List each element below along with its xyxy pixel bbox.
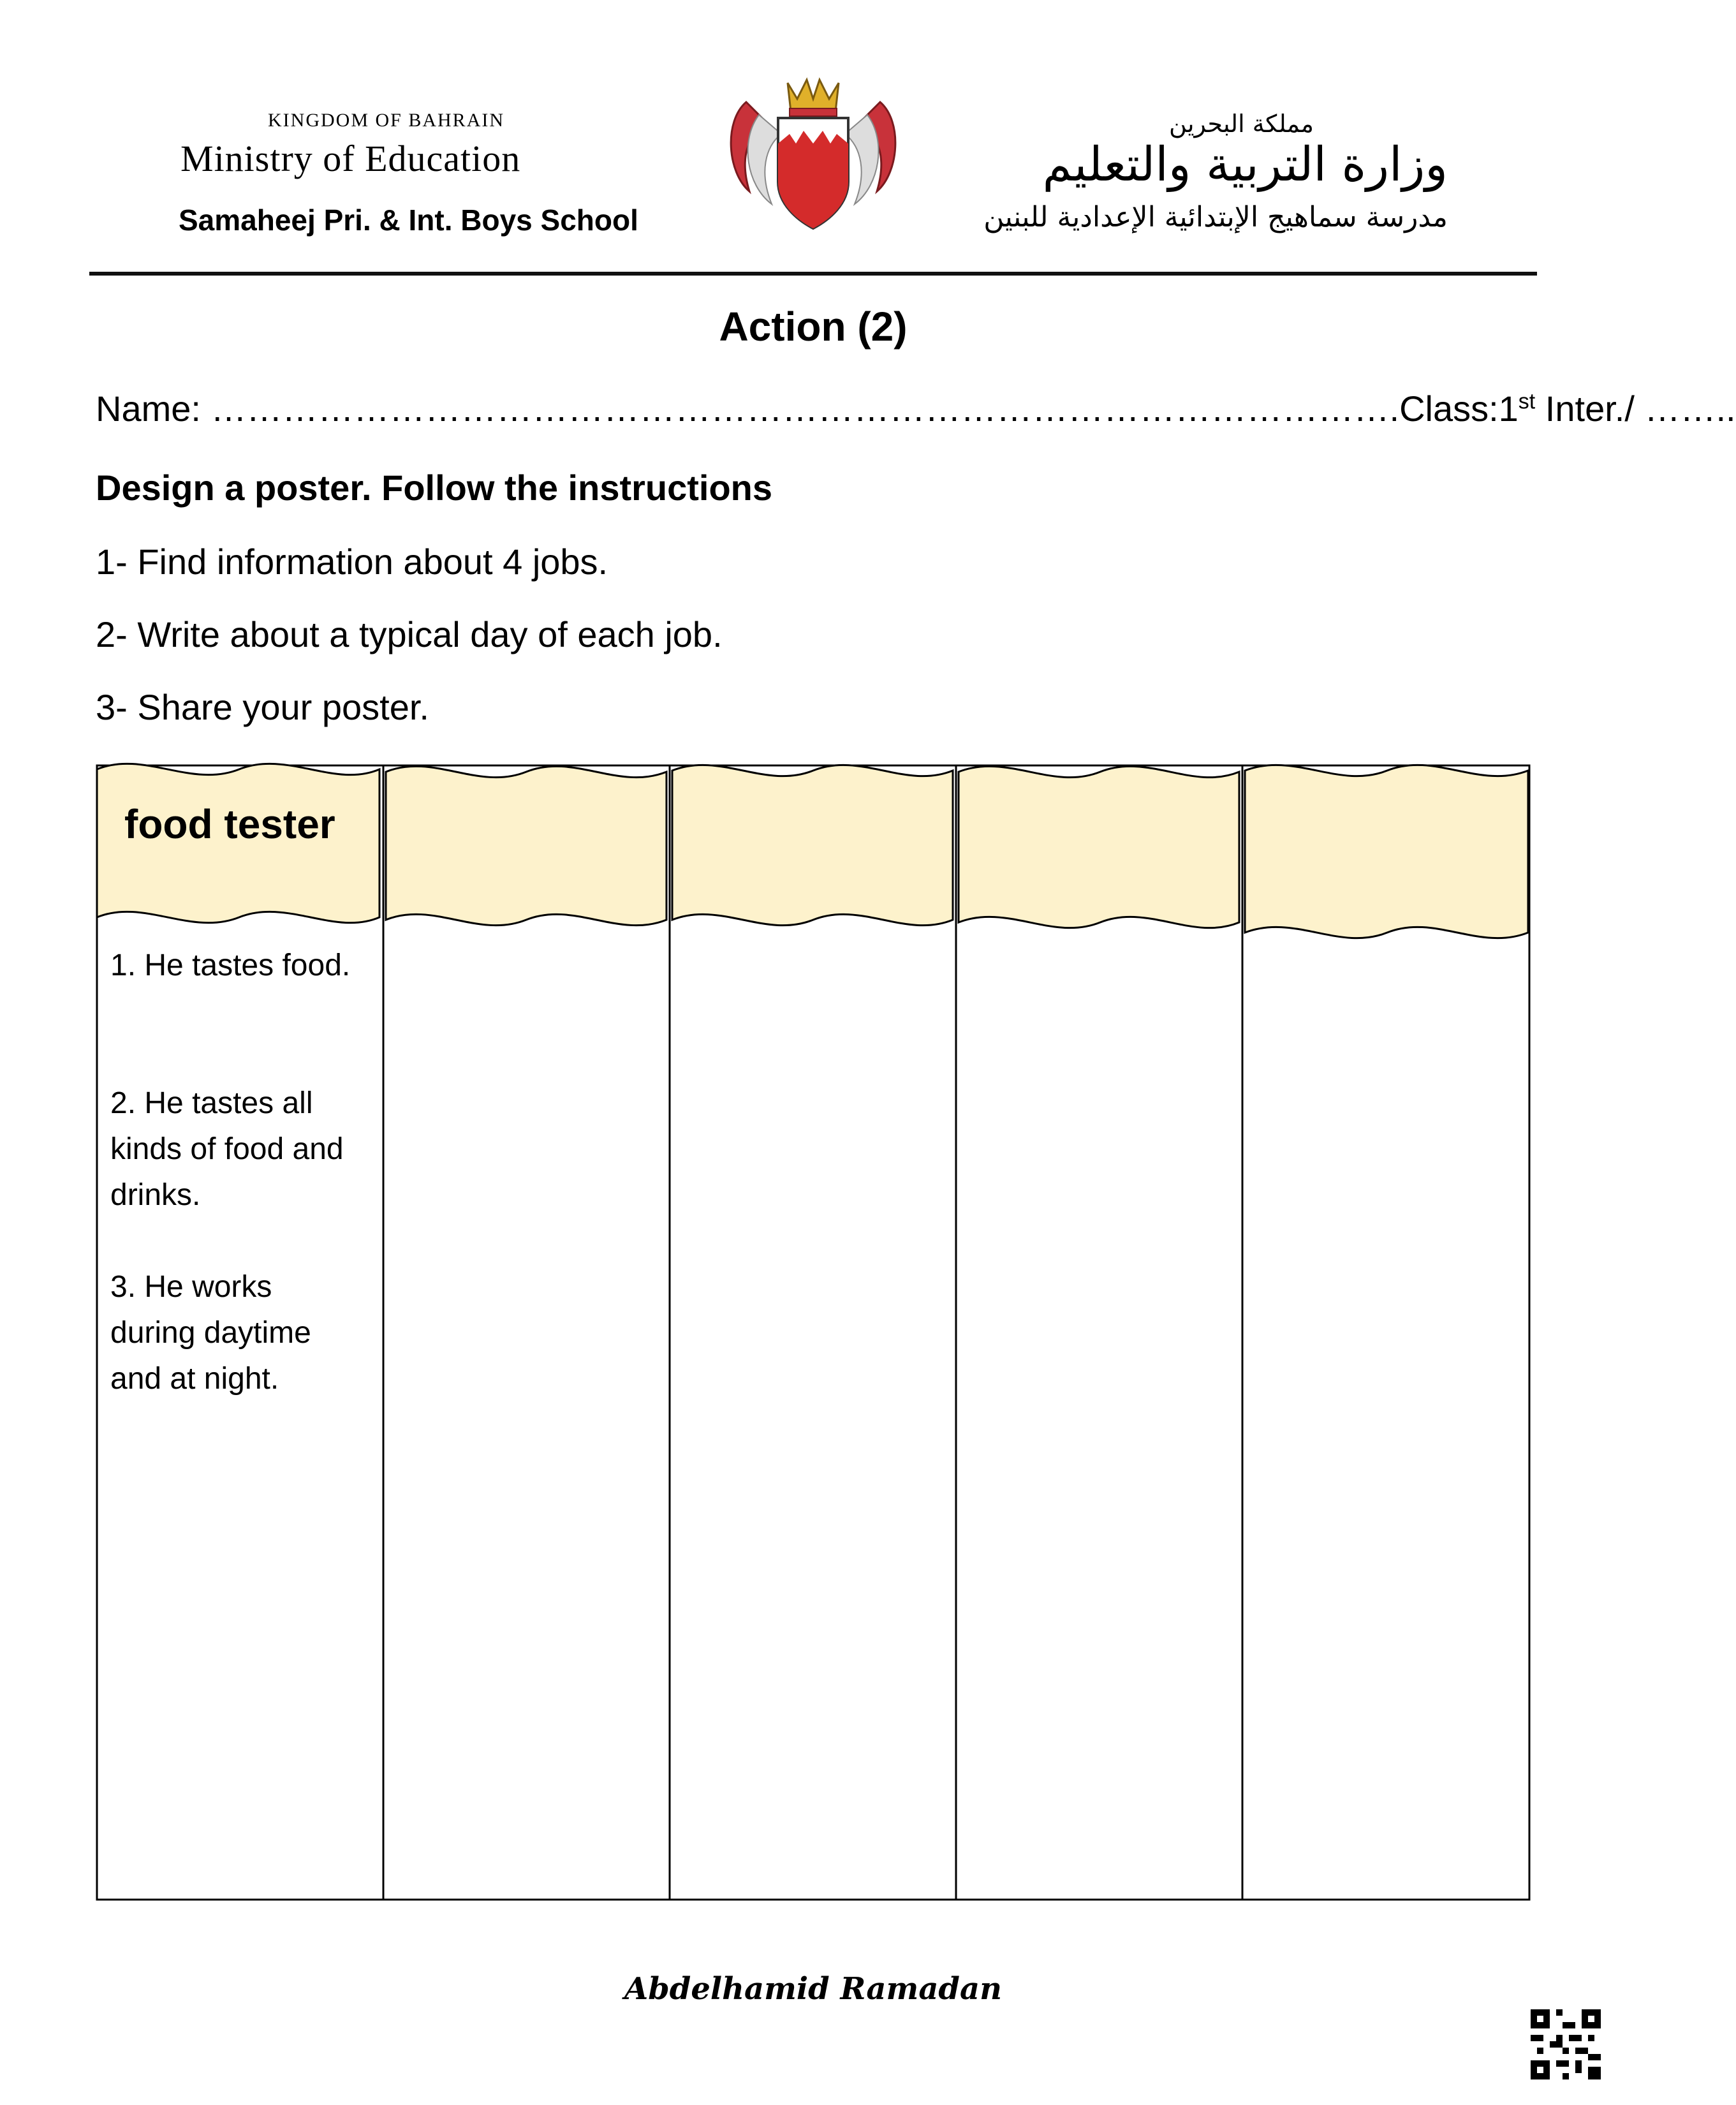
name-class-line <box>96 388 1736 429</box>
header-kingdom-en: KINGDOM OF BAHRAIN <box>268 110 505 131</box>
header-ministry-en: Ministry of Education <box>180 138 521 179</box>
class-label: Class:1 <box>1399 388 1519 429</box>
class-field[interactable]: Inter./ …….. <box>1535 388 1736 429</box>
header-school-en: Samaheej Pri. & Int. Boys School <box>179 203 638 237</box>
header-school-ar: مدرسة سماهيج الإبتدائية الإعدادية للبنين <box>983 201 1448 233</box>
job-fact-3: 3. He works during daytime and at night. <box>110 1270 311 1396</box>
instructions-heading: Design a poster. Follow the instructions <box>96 468 773 508</box>
instruction-step-2: 2- Write about a typical day of each job. <box>96 614 723 654</box>
author-signature: Abdelhamid Ramadan <box>624 1971 1002 2007</box>
worksheet-title: Action (2) <box>719 304 908 350</box>
job-banner-5 <box>1245 765 1528 938</box>
qr-code <box>1531 2009 1601 2079</box>
job-banner-2 <box>386 766 666 925</box>
instruction-step-3: 3- Share your poster. <box>96 687 429 727</box>
header-divider <box>89 272 1537 276</box>
bahrain-emblem-logo <box>721 64 906 236</box>
job-fact-2: 2. He tastes all kinds of food and drinks. <box>110 1086 344 1212</box>
header-kingdom-ar: مملكة البحرين <box>1169 110 1314 138</box>
job-title-1: food tester <box>124 801 335 847</box>
job-banner-4 <box>959 766 1239 927</box>
class-superscript: st <box>1518 389 1536 414</box>
header-ministry-ar: وزارة التربية والتعليم <box>1042 137 1448 192</box>
job-banner-3 <box>672 765 953 925</box>
name-field[interactable]: Name: ………………………………………………………………………………………. <box>96 388 1400 429</box>
job-fact-1: 1. He tastes food. <box>110 949 351 982</box>
instruction-step-1: 1- Find information about 4 jobs. <box>96 542 608 582</box>
